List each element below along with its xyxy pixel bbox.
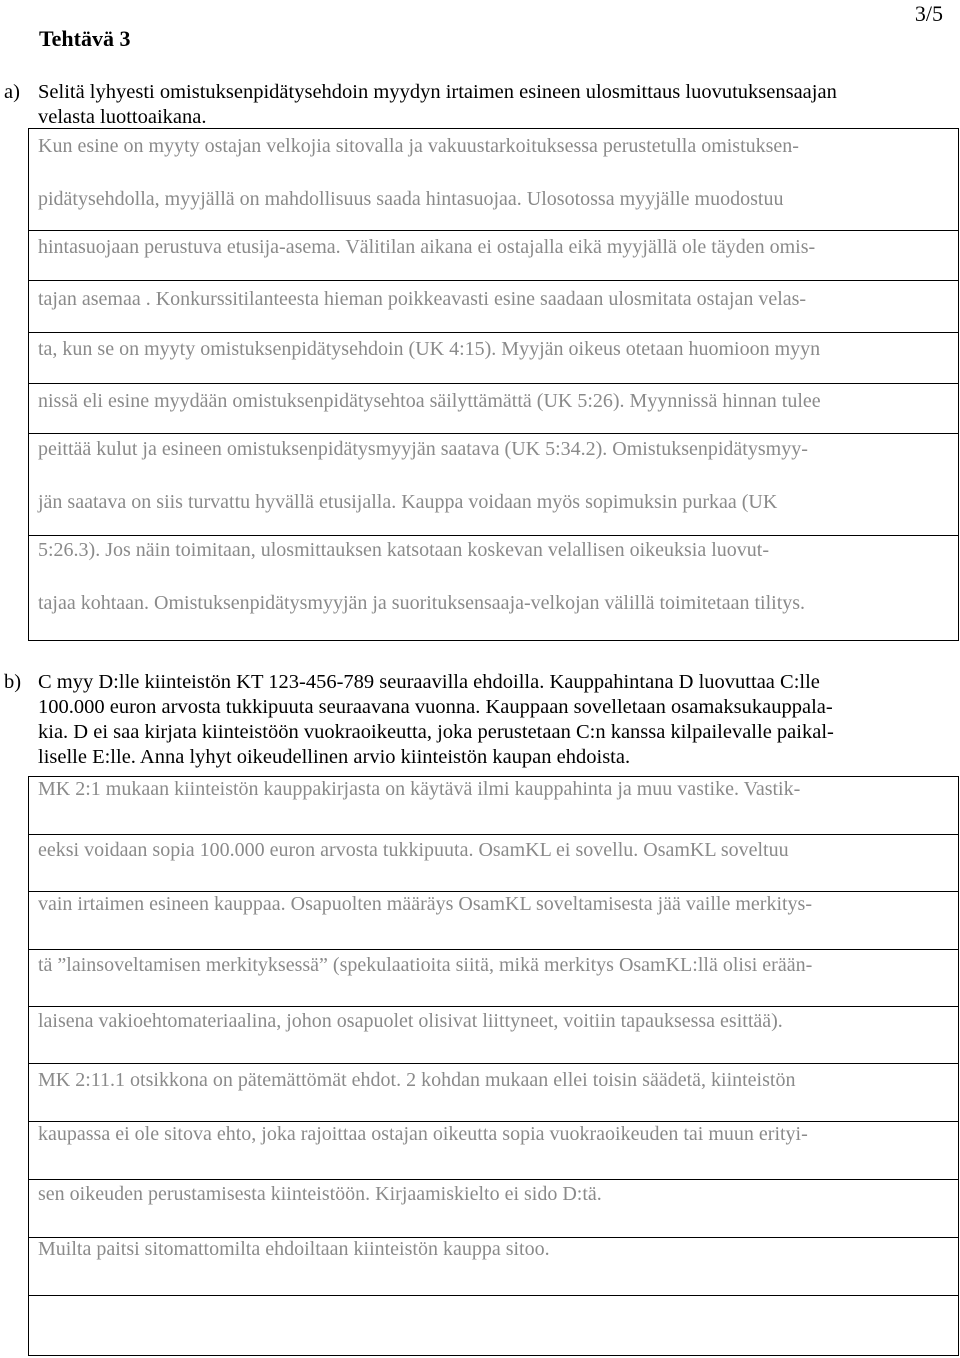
answer-b-line: vain irtaimen esineen kauppaa. Osapuolten määräys OsamKL soveltamisesta jää vaille merkitys- (38, 893, 813, 915)
answer-a-line: 5:26.3). Jos näin toimitaan, ulosmittauksen katsotaan koskevan velallisen oikeuksia luovut- (38, 539, 769, 561)
answer-rule (28, 1006, 959, 1007)
question-b-line: kia. D ei saa kirjata kiinteistöön vuokraoikeutta, joka perustetaan C:n kanssa kilpailevalle paikal- (38, 721, 834, 743)
answer-a-line: peittää kulut ja esineen omistuksenpidätysmyyjän saatava (UK 5:34.2). Omistuksenpidätysmyy- (38, 438, 808, 460)
answer-rule (28, 230, 959, 231)
question-b-line: C myy D:lle kiinteistön KT 123-456-789 seuraavilla ehdoilla. Kauppahintana D luovuttaa C:lle (38, 671, 820, 693)
page-number: 3/5 (914, 1, 943, 26)
answer-rule (28, 535, 959, 536)
answer-a-line: hintasuojaan perustuva etusija-asema. Välitilan aikana ei ostajalla eikä myyjällä ole täyden omis- (38, 236, 816, 258)
answer-a-line: jän saatava on siis turvattu hyvällä etusijalla. Kauppa voidaan myös sopimuksin purkaa (UK (38, 491, 778, 513)
question-b-text (38, 670, 950, 770)
question-b-label: b) (4, 671, 22, 693)
question-a-text (38, 80, 950, 130)
answer-b-line: sen oikeuden perustamisesta kiinteistöön. Kirjaamiskielto ei sido D:tä. (38, 1183, 602, 1205)
answer-rule (28, 834, 959, 835)
question-a-line: velasta luottoaikana. (38, 106, 207, 128)
answer-b-line: laisena vakioehtomateriaalina, johon osapuolet olisivat liittyneet, voitiin tapauksessa esittää). (38, 1010, 783, 1032)
answer-box-b (28, 776, 959, 1356)
answer-rule (28, 280, 959, 281)
answer-rule (28, 332, 959, 333)
answer-rule (28, 383, 959, 384)
question-b-line: 100.000 euron arvosta tukkipuuta seuraavana vuonna. Kauppaan sovelletaan osamaksukauppala- (38, 696, 833, 718)
answer-b-line: kaupassa ei ole sitova ehto, joka rajoittaa ostajan oikeutta sopia vuokraoikeuden tai muun erityi- (38, 1123, 808, 1145)
answer-b-line: tä ”lainsoveltamisen merkityksessä” (spekulaatioita siitä, mikä merkitys OsamKL:llä olisi erään- (38, 954, 813, 976)
answer-b-line: eeksi voidaan sopia 100.000 euron arvosta tukkipuuta. OsamKL ei sovellu. OsamKL soveltuu (38, 839, 789, 861)
answer-a-line: nissä eli esine myydään omistuksenpidätysehtoa säilyttämättä (UK 5:26). Myynnissä hinnan tulee (38, 390, 821, 412)
answer-rule (28, 433, 959, 434)
answer-a-line: pidätysehdolla, myyjällä on mahdollisuus saada hintasuojaa. Ulosotossa myyjälle muodostuu (38, 188, 784, 210)
answer-b-line: MK 2:11.1 otsikkona on pätemättömät ehdot. 2 kohdan mukaan ellei toisin säädetä, kiinteistön (38, 1069, 796, 1091)
question-a-label: a) (4, 81, 20, 103)
answer-a-line: tajaa kohtaan. Omistuksenpidätysmyyjän ja suorituksensaaja-velkojan välillä toimitetaan tilitys. (38, 592, 806, 614)
answer-b-line: MK 2:1 mukaan kiinteistön kauppakirjasta on käytävä ilmi kauppahinta ja muu vastike. Vastik- (38, 778, 801, 800)
answer-rule (28, 1063, 959, 1064)
page-title: Tehtävä 3 (39, 26, 131, 51)
answer-a-line: tajan asemaa . Konkurssitilanteesta hieman poikkeavasti esine saadaan ulosmitata ostajan velas- (38, 288, 807, 310)
answer-b-line: Muilta paitsi sitomattomilta ehdoiltaan kiinteistön kauppa sitoo. (38, 1238, 550, 1260)
answer-a-line: Kun esine on myyty ostajan velkojia sitovalla ja vakuustarkoituksessa perustetulla omistuksen- (38, 135, 799, 157)
question-a-line: Selitä lyhyesti omistuksenpidätysehdoin myydyn irtaimen esineen ulosmittaus luovutuksensaajan (38, 81, 837, 103)
question-b-line: liselle E:lle. Anna lyhyt oikeudellinen arvio kiinteistön kaupan ehdoista. (38, 746, 631, 768)
answer-a-line: ta, kun se on myyty omistuksenpidätysehdoin (UK 4:15). Myyjän oikeus otetaan huomioon myyn (38, 338, 821, 360)
answer-rule (28, 1295, 959, 1296)
answer-rule (28, 949, 959, 950)
answer-rule (28, 1179, 959, 1180)
